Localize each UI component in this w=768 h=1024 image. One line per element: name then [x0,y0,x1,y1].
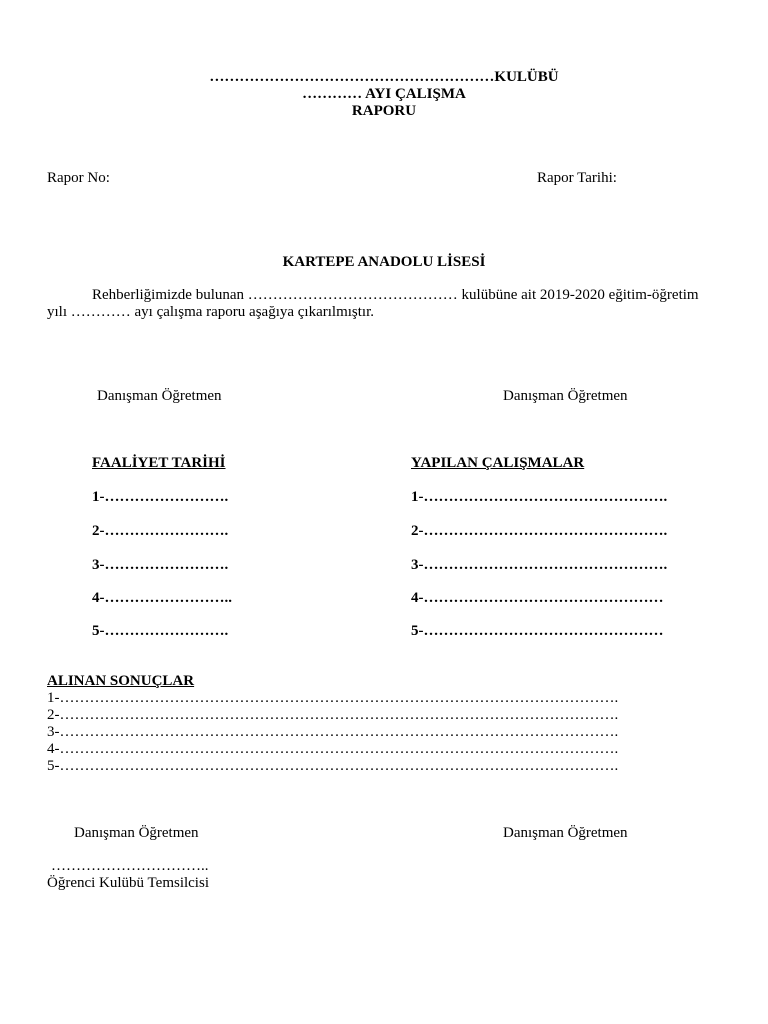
results-header: ALINAN SONUÇLAR [47,673,195,689]
activity-date-row: 4-…………………….. [92,590,232,606]
advisor-label-bottom-right: Danışman Öğretmen [503,825,628,841]
representative-label: Öğrenci Kulübü Temsilcisi [47,875,209,891]
activity-date-row: 5-……………………. [92,623,229,639]
activity-date-row: 3-……………………. [92,557,229,573]
advisor-label-bottom-left: Danışman Öğretmen [74,825,199,841]
report-no-label: Rapor No: [47,170,110,186]
result-line: 5-…………………………………………………………………………………………………. [47,758,619,774]
intro-line-1: Rehberliğimizde bulunan …………………………………… kulübüne ait 2019-2020 eğitim-öğretim [92,287,699,303]
result-line: 1-…………………………………………………………………………………………………. [47,690,619,706]
club-title-line: …………………………………………………KULÜBÜ [209,69,559,85]
activity-date-row: 2-……………………. [92,523,229,539]
result-line: 3-…………………………………………………………………………………………………. [47,724,619,740]
activity-date-header: FAALİYET TARİHİ [92,455,226,471]
activity-date-row: 1-……………………. [92,489,229,505]
report-date-label: Rapor Tarihi: [537,170,617,186]
result-line: 4-…………………………………………………………………………………………………. [47,741,619,757]
work-done-header: YAPILAN ÇALIŞMALAR [411,455,585,471]
monthly-work-title-line: ………… AYI ÇALIŞMA [302,86,466,102]
advisor-label-top-left: Danışman Öğretmen [97,388,222,404]
work-done-row: 1-…………………………………………. [411,489,668,505]
work-done-row: 2-…………………………………………. [411,523,668,539]
work-done-row: 3-…………………………………………. [411,557,668,573]
advisor-label-top-right: Danışman Öğretmen [503,388,628,404]
school-name: KARTEPE ANADOLU LİSESİ [282,254,486,270]
intro-line-2: yılı ………… ayı çalışma raporu aşağıya çıkarılmıştır. [47,304,375,320]
work-done-row: 5-………………………………………… [411,623,664,639]
representative-name-dots: ………………………….. [51,858,209,874]
work-done-row: 4-………………………………………… [411,590,664,606]
result-line: 2-…………………………………………………………………………………………………. [47,707,619,723]
report-title-line: RAPORU [351,103,417,119]
